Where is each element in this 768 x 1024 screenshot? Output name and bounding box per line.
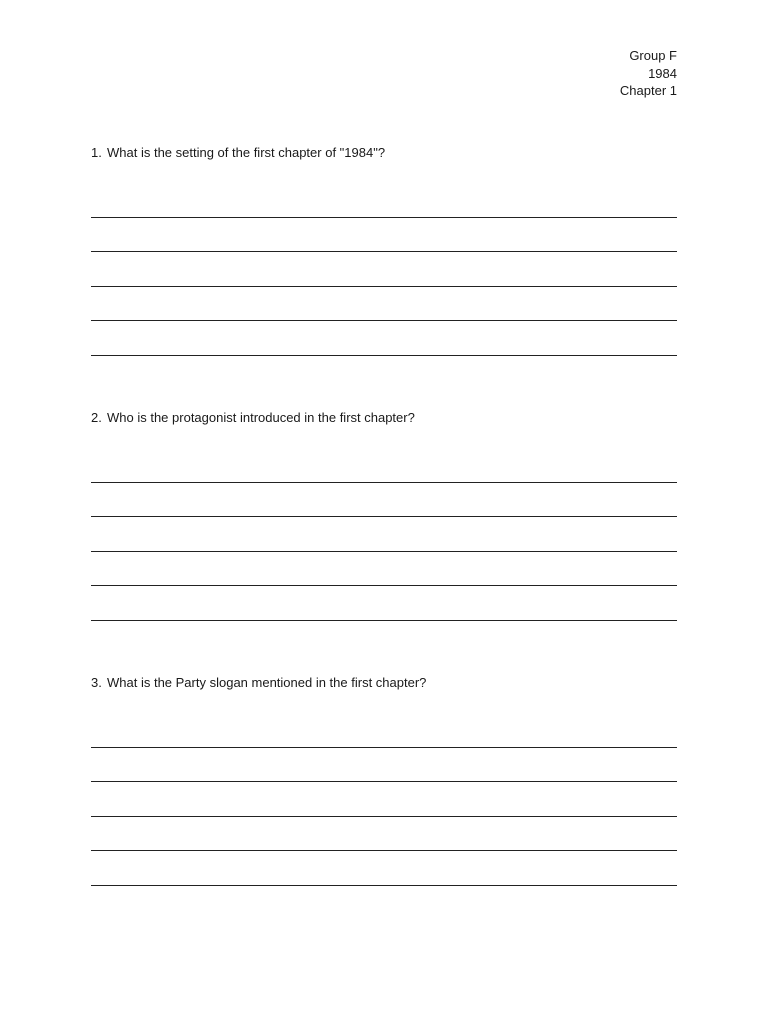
question-1 bbox=[91, 145, 677, 356]
answer-line[interactable] bbox=[91, 458, 677, 483]
book-title: 1984 bbox=[648, 65, 677, 81]
answer-line[interactable] bbox=[91, 851, 677, 886]
answer-line[interactable] bbox=[91, 321, 677, 356]
question-2-text bbox=[91, 410, 677, 426]
question-3-number: 3. bbox=[91, 675, 102, 690]
chapter-label: Chapter 1 bbox=[619, 83, 677, 98]
answer-line[interactable] bbox=[91, 218, 677, 253]
question-2-prompt: Who is the protagonist introduced in the first chapter? bbox=[107, 410, 415, 425]
answer-line[interactable] bbox=[91, 287, 677, 322]
question-1-prompt: What is the setting of the first chapter of "1984"? bbox=[107, 145, 386, 160]
question-2-number: 2. bbox=[91, 410, 102, 425]
answer-line[interactable] bbox=[91, 782, 677, 817]
answer-line[interactable] bbox=[91, 586, 677, 621]
group-label: Group F bbox=[629, 48, 677, 63]
answer-line[interactable] bbox=[91, 817, 677, 852]
question-3-answer-lines bbox=[91, 723, 677, 886]
question-3-text bbox=[91, 675, 677, 691]
answer-line[interactable] bbox=[91, 552, 677, 587]
answer-line[interactable] bbox=[91, 748, 677, 783]
question-1-number: 1. bbox=[91, 145, 102, 160]
question-3-prompt: What is the Party slogan mentioned in the first chapter? bbox=[107, 675, 427, 690]
answer-line[interactable] bbox=[91, 517, 677, 552]
question-1-answer-lines bbox=[91, 193, 677, 356]
answer-line[interactable] bbox=[91, 483, 677, 518]
question-3 bbox=[91, 675, 677, 886]
question-2 bbox=[91, 410, 677, 621]
answer-line[interactable] bbox=[91, 723, 677, 748]
question-2-answer-lines bbox=[91, 458, 677, 621]
answer-line[interactable] bbox=[91, 193, 677, 218]
question-1-text bbox=[91, 145, 677, 161]
answer-line[interactable] bbox=[91, 252, 677, 287]
document-header bbox=[620, 47, 677, 100]
